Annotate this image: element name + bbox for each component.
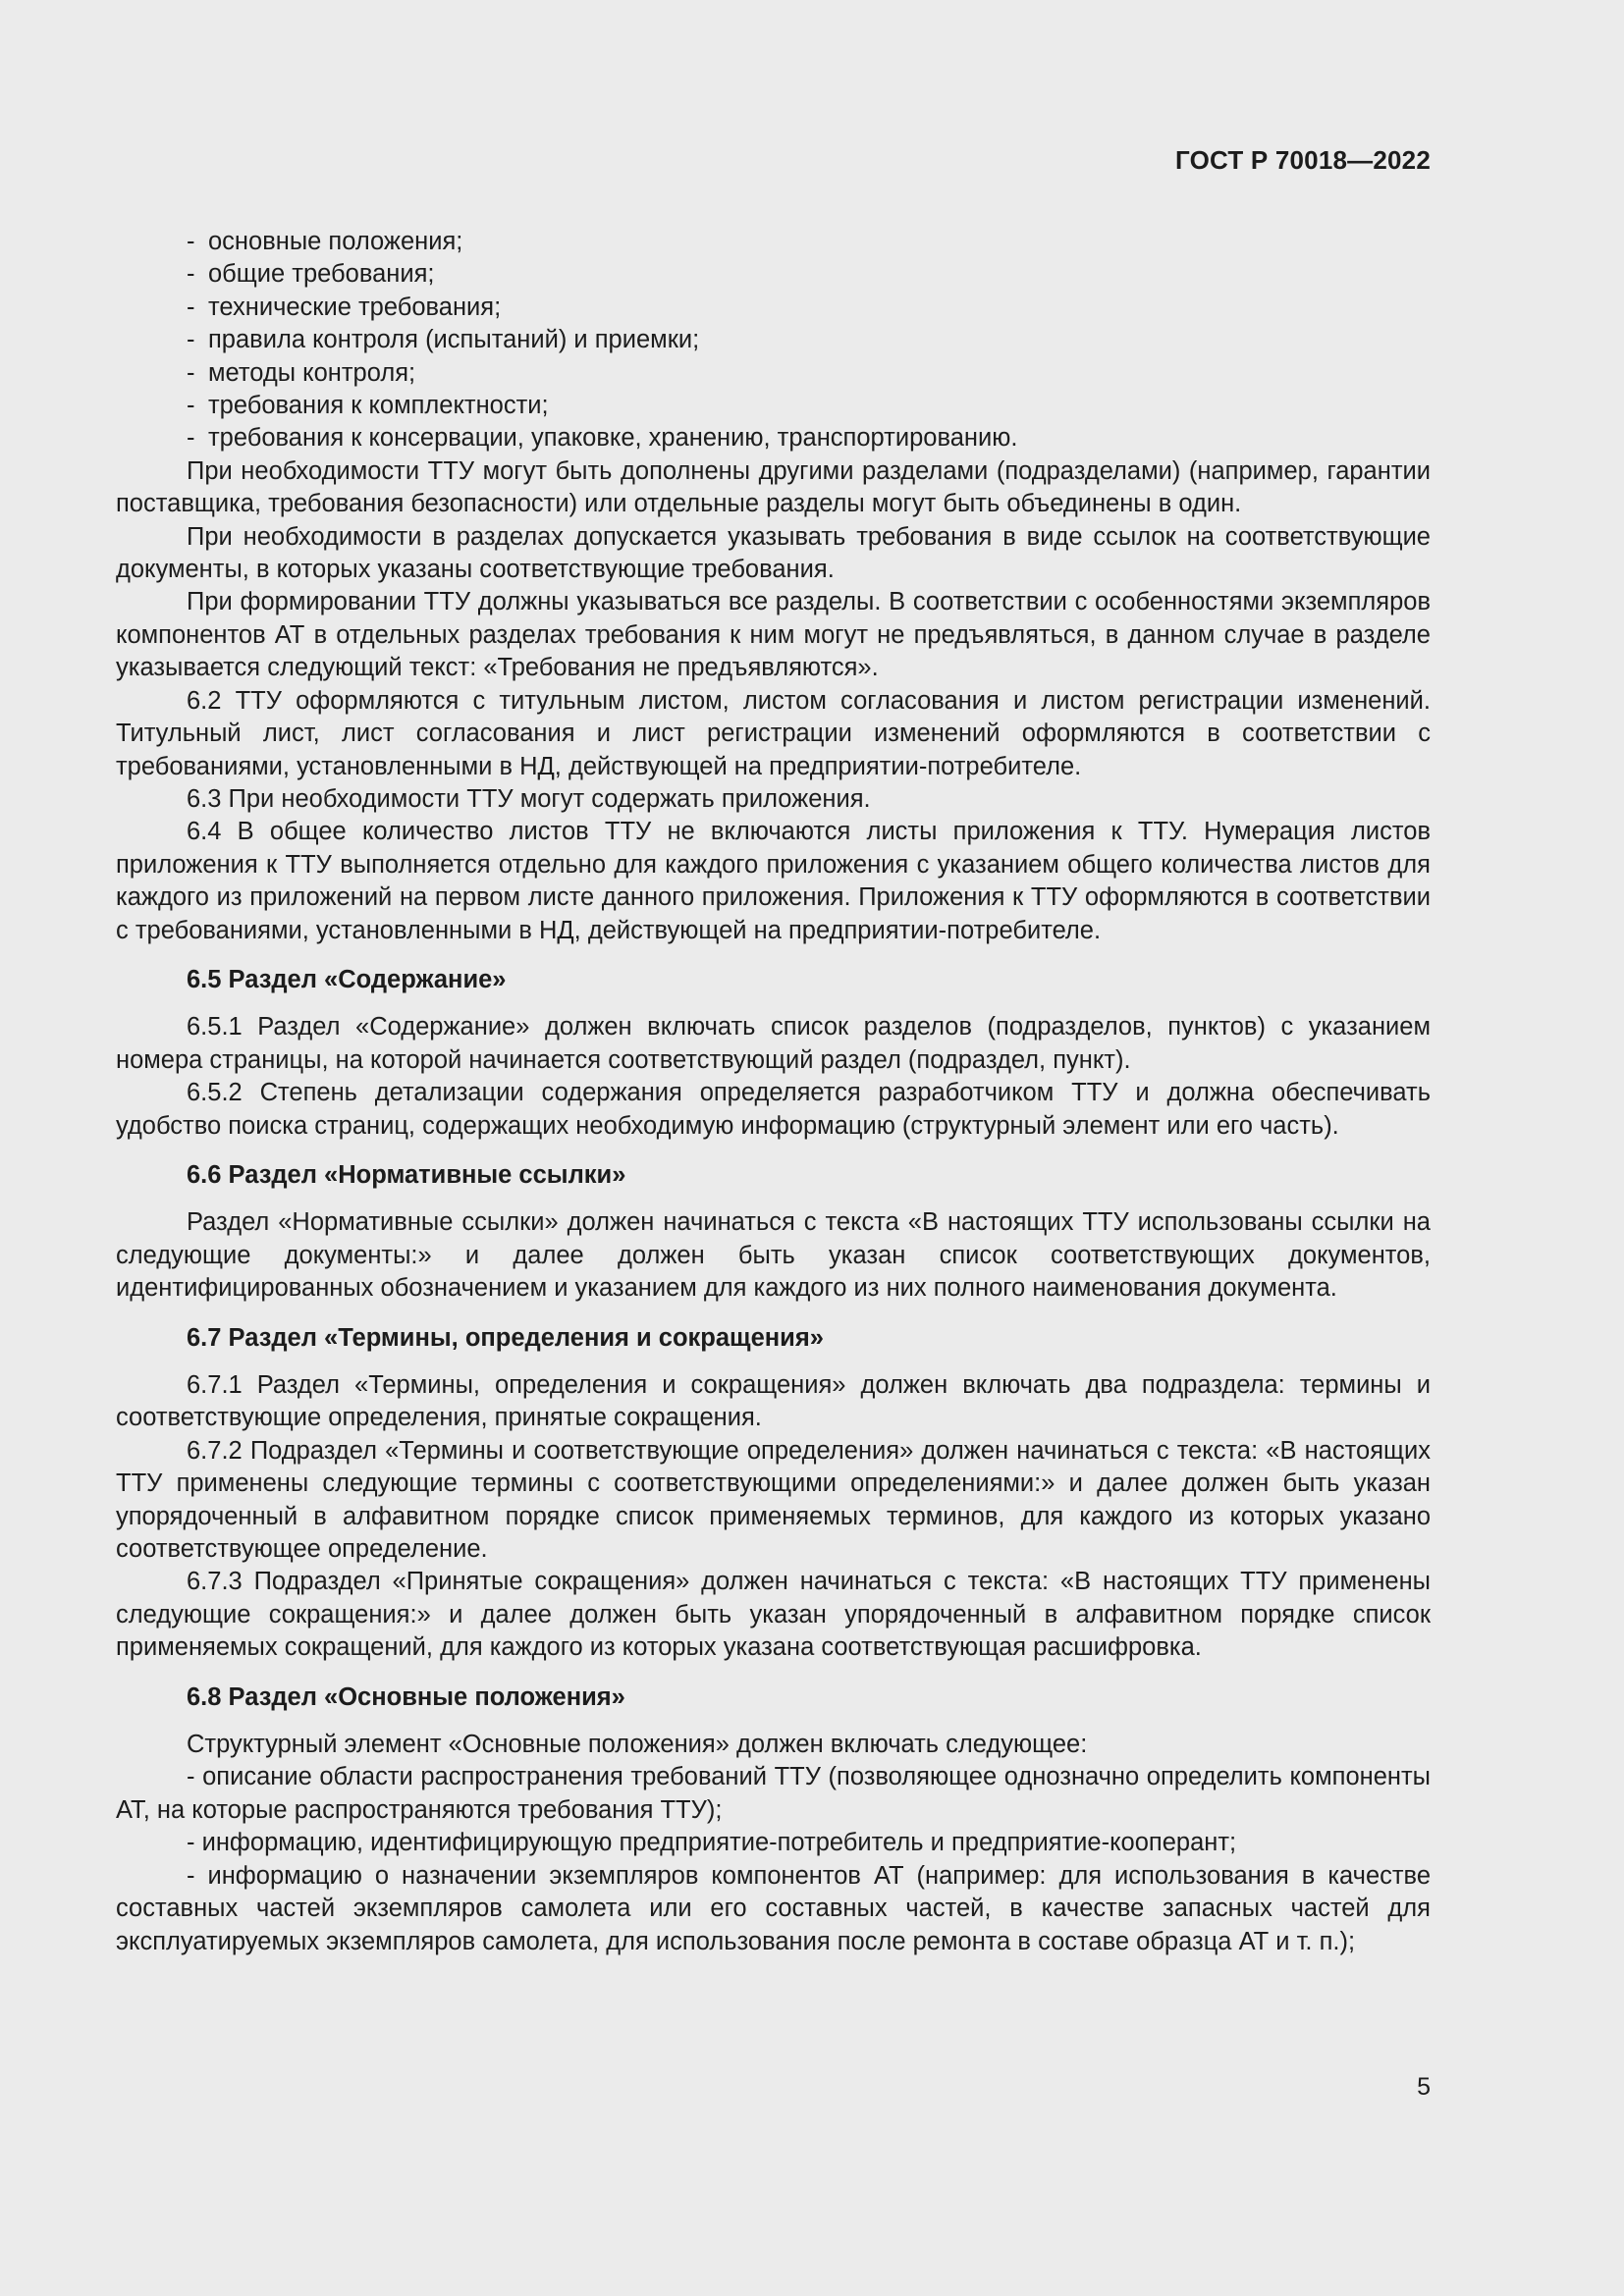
page-content bbox=[116, 226, 1431, 1958]
paragraph: 6.7.1 Раздел «Термины, определения и сокращения» должен включать два подраздела: термины и соответствующие определения, принятые сокращения. bbox=[116, 1371, 1431, 1432]
page-number: 5 bbox=[1417, 2073, 1431, 2101]
list-item: - основные положения; bbox=[187, 228, 463, 255]
paragraph: 6.5.2 Степень детализации содержания определяется разработчиком ТТУ и должна обеспечивать удобство поиска страниц, содержащих необходимую информацию (структурный элемент или его часть). bbox=[116, 1079, 1431, 1140]
paragraph: При формировании ТТУ должны указываться все разделы. В соответствии с особенностями экземпляров компонентов АТ в отдельных разделах требования к ним могут не предъявляться, в данном случае в разделе указывается следующий текст: «Требования не предъявляются». bbox=[116, 588, 1431, 682]
list-item: - технические требования; bbox=[187, 293, 502, 321]
paragraph: - информацию о назначении экземпляров компонентов АТ (например: для использования в качестве составных частей экземпляров самолета или его составных частей, в качестве запасных частей для эксплуатируемых экземпляров самолета, для использования после ремонта в составе образца АТ и т. п.); bbox=[116, 1861, 1431, 1955]
list-item: - общие требования; bbox=[187, 260, 435, 289]
paragraph: 6.5.1 Раздел «Содержание» должен включать список разделов (подразделов, пунктов) с указанием номера страницы, на которой начинается соответствующий раздел (подраздел, пункт). bbox=[116, 1013, 1431, 1074]
paragraph: - описание области распространения требований ТТУ (позволяющее однозначно определить компоненты АТ, на которые распространяются требования ТТУ); bbox=[116, 1763, 1431, 1824]
paragraph: 6.4 В общее количество листов ТТУ не включаются листы приложения к ТТУ. Нумерация листов приложения к ТТУ выполняется отдельно для каждого приложения с указанием общего количества листов для каждого из приложений на первом листе данного приложения. Приложения к ТТУ оформляются в соответствии с требованиями, установленными в НД, действующей на предприятии-потребителе. bbox=[116, 818, 1431, 944]
section-heading-contents: 6.5 Раздел «Содержание» bbox=[187, 965, 507, 993]
paragraph: Раздел «Нормативные ссылки» должен начинаться с текста «В настоящих ТТУ использованы ссылки на следующие документы:» и далее должен быть указан список соответствующих документов, идентифицированных обозначением и указанием для каждого из них полного наименования документа. bbox=[116, 1208, 1431, 1303]
list-item: - правила контроля (испытаний) и приемки; bbox=[187, 326, 700, 354]
paragraph: 6.7.3 Подраздел «Принятые сокращения» должен начинаться с текста: «В настоящих ТТУ применены следующие сокращения:» и далее должен быть указан упорядоченный в алфавитном порядке список применяемых сокращений, для каждого из которых указана соответствующая расшифровка. bbox=[116, 1568, 1431, 1662]
document-header: ГОСТ Р 70018—2022 bbox=[1175, 145, 1431, 175]
paragraph: 6.7.2 Подраздел «Термины и соответствующие определения» должен начинаться с текста: «В настоящих ТТУ применены следующие термины с соответствующими определениями:» и далее должен быть указан упорядоченный в алфавитном порядке список применяемых терминов, для каждого из которых указано соответствующее определение. bbox=[116, 1436, 1431, 1564]
section-heading-normative-references: 6.6 Раздел «Нормативные ссылки» bbox=[187, 1160, 626, 1189]
paragraph: - информацию, идентифицирующую предприятие-потребитель и предприятие-кооперант; bbox=[187, 1829, 1237, 1857]
paragraph: Структурный элемент «Основные положения» должен включать следующее: bbox=[187, 1731, 1088, 1759]
list-item: - требования к комплектности; bbox=[187, 392, 549, 420]
paragraph: 6.3 При необходимости ТТУ могут содержать приложения. bbox=[187, 784, 871, 813]
paragraph: При необходимости в разделах допускается указывать требования в виде ссылок на соответствующие документы, в которых указаны соответствующие требования. bbox=[116, 522, 1431, 584]
section-heading-main-provisions: 6.8 Раздел «Основные положения» bbox=[187, 1682, 625, 1711]
list-item: - методы контроля; bbox=[187, 358, 416, 387]
paragraph: При необходимости ТТУ могут быть дополнены другими разделами (подразделами) (например, гарантии поставщика, требования безопасности) или отдельные разделы могут быть объединены в один. bbox=[116, 456, 1431, 518]
paragraph: 6.2 ТТУ оформляются с титульным листом, листом согласования и листом регистрации изменений. Титульный лист, лист согласования и лист регистрации изменений оформляются в соответствии с требованиями, установленными в НД, действующей на предприятии-потребителе. bbox=[116, 686, 1431, 780]
section-heading-terms: 6.7 Раздел «Термины, определения и сокращения» bbox=[187, 1323, 824, 1352]
list-item: - требования к консервации, упаковке, хранению, транспортированию. bbox=[187, 424, 1018, 453]
